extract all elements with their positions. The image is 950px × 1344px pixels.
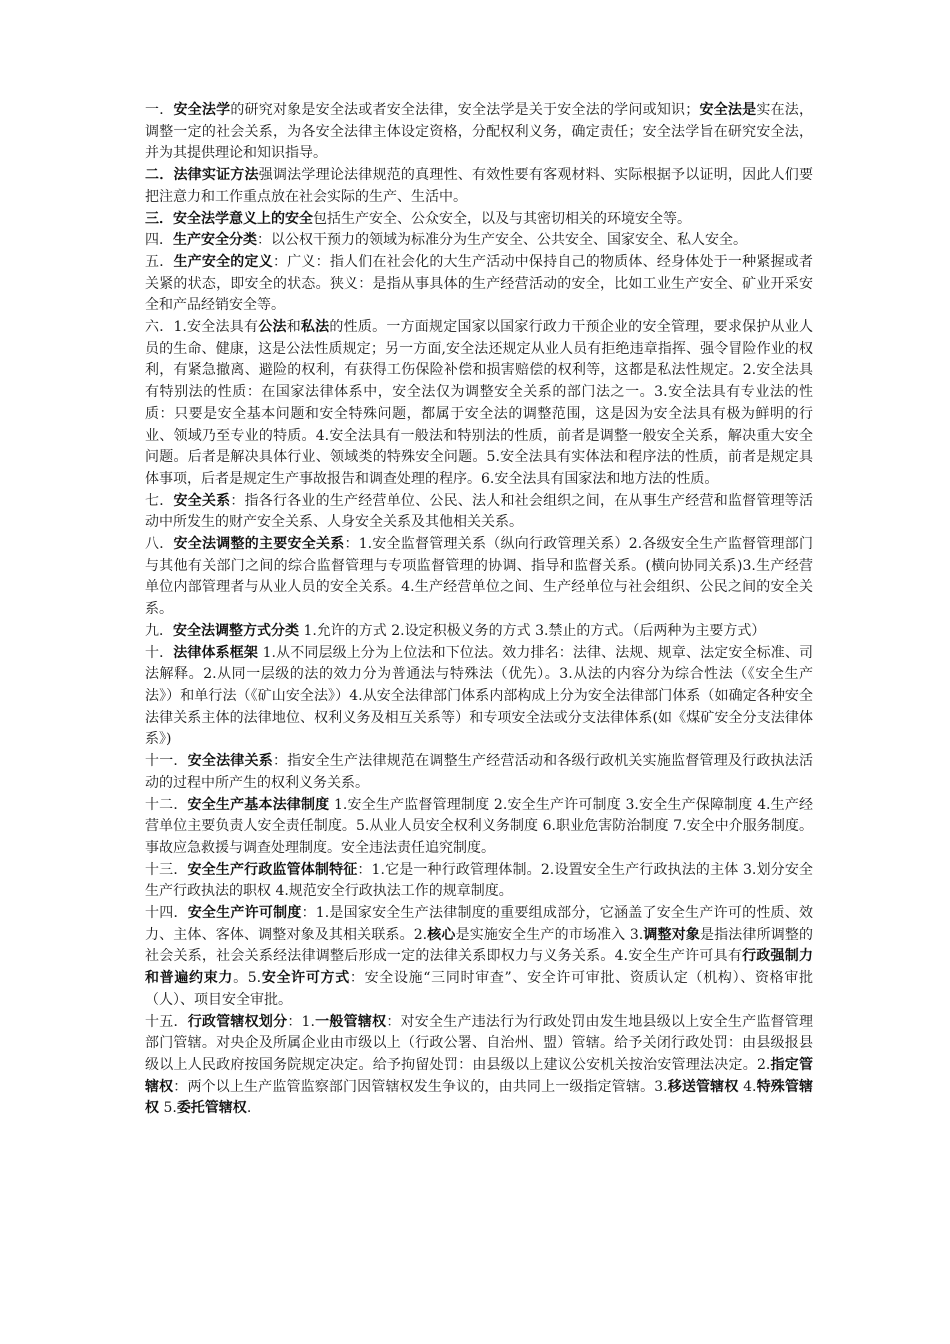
paragraph-15: 十五．行政管辖权划分：1.一般管辖权：对安全生产违法行为行政处罚由发生地县级以上安全生产监督管理部门管辖。对央企及所属企业由市级以上（行政公署、自治州、盟）管辖。给予关闭行政处罚：由县级报县级以上人民政府按国务院规定决定。给予拘留处罚：由县级以上建议公安机关按治安管理法决定。2.指定管辖权：两个以上生产监管监察部门因管辖权发生争议的，由共同上一级指定管辖。3.移送管辖权 4.特殊管辖权 5.委托管辖权. [145,1013,814,1117]
paragraph-5: 五．生产安全的定义：广义：指人们在社会化的大生产活动中保持自己的物质体、经身体处于一种紧握或者关紧的状态，即安全的状态。狭义：是指从事具体的生产经营活动的安全，比如工业生产安全、矿业开采安全和产品经销安全等。 [145,253,814,314]
paragraph-9: 九．安全法调整方式分类 1.允许的方式 2.设定积极义务的方式 3.禁止的方式。（后两种为主要方式） [145,622,766,639]
paragraph-11: 十一．安全法律关系：指安全生产法律规范在调整生产经营活动和各级行政机关实施监督管理及行政执法活动的过程中所产生的权利义务关系。 [145,753,814,791]
paragraph-12: 十二．安全生产基本法律制度 1.安全生产监督管理制度 2.安全生产许可制度 3.安全生产保障制度 4.生产经营单位主要负责人安全责任制度。5.从业人员安全权利义务制度 6.职业危害防治制度 7.安全中介服务制度。事故应急救援与调查处理制度。安全违法责任追究制度。 [145,796,814,856]
document-page [145,100,813,1120]
paragraph-6: 六．1.安全法具有公法和私法的性质。一方面规定国家以国家行政力干预企业的安全管理，要求保护从业人员的生命、健康，这是公法性质规定；另一方面,安全法还规定从业人员有拒绝违章指挥、强令冒险作业的权利，有紧急撤离、避险的权利，有获得工伤保险补偿和损害赔偿的权利等，这都是私法性规定。2.安全法具有特别法的性质：在国家法律体系中，安全法仅为调整安全关系的部门法之一。3.安全法具有专业法的性质：只要是安全基本问题和安全特殊问题，都属于安全法的调整范围，这是因为安全法具有极为鲜明的行业、领域乃至专业的特质。4.安全法具有一般法和特别法的性质，前者是调整一般安全关系，解决重大安全问题。后者是解决具体行业、领域类的特殊安全问题。5.安全法具有实体法和程序法的性质，前者是规定具体事项，后者是规定生产事故报告和调查处理的程序。6.安全法具有国家法和地方法的性质。 [145,319,814,487]
paragraph-4: 四．生产安全分类：以公权干预力的领域为标准分为生产安全、公共安全、国家安全、私人安全。 [145,232,747,249]
paragraph-10: 十．法律体系框架 1.从不同层级上分为上位法和下位法。效力排名：法律、法规、规章、法定安全标准、司法解释。2.从同一层级的法的效力分为普通法与特殊法（优先）。3.从法的内容分为综合性法（《安全生产法》）和单行法（《矿山安全法》）4.从安全法律部门体系内部构成上分为安全法律部门体系（如确定各种安全法律关系主体的法律地位、权利义务及相互关系等）和专项安全法或分支法律体系(如《煤矿安全分支法律体系》) [145,644,814,748]
paragraph-2: 二．法律实证方法强调法学理论法律规范的真理性、有效性要有客观材料、实际根据予以证明，因此人们要把注意力和工作重点放在社会实际的生产、生活中。 [145,167,814,205]
paragraph-3: 三．安全法学意义上的安全包括生产安全、公众安全，以及与其密切相关的环境安全等。 [145,210,691,227]
paragraph-8: 八．安全法调整的主要安全关系：1.安全监督管理关系（纵向行政管理关系）2.各级安全生产监督管理部门与其他有关部门之间的综合监督管理与专项监督管理的协调、指导和监督关系。(横向协同关系)3.生产经营单位内部管理者与从业人员的安全关系。4.生产经营单位之间、生产经单位与社会组织、公民之间的安全关系。 [145,536,814,618]
paragraph-7: 七．安全关系：指各行各业的生产经营单位、公民、法人和社会组织之间，在从事生产经营和监督管理等活动中所发生的财产安全关系、人身安全关系及其他相关关系。 [145,492,814,531]
paragraph-13: 十三．安全生产行政监管体制特征：1.它是一种行政管理体制。2.设置安全生产行政执法的主体 3.划分安全生产行政执法的职权 4.规范安全行政执法工作的规章制度。 [145,861,813,900]
paragraph-1: 一．安全法学的研究对象是安全法或者安全法律，安全法学是关于安全法的学问或知识；安全法是实在法，调整一定的社会关系，为各安全法律主体设定资格，分配权利义务，确定责任；安全法学旨在研究安全法，并为其提供理论和知识指导。 [145,102,814,162]
paragraph-14: 十四．安全生产许可制度：1.是国家安全生产法律制度的重要组成部分，它涵盖了安全生产许可的性质、效力、主体、客体、调整对象及其相关联系。2.核心是实施安全生产的市场准入 3.调整对象是指法律所调整的社会关系，社会关系经法律调整后形成一定的法律关系即权力与义务关系。4.安全生产许可具有行政强制力和普遍约束力。5.安全许可方式：安全设施“三同时审查”、安全许可审批、资质认定（机构）、资格审批（人）、项目安全审批。 [145,905,814,1008]
